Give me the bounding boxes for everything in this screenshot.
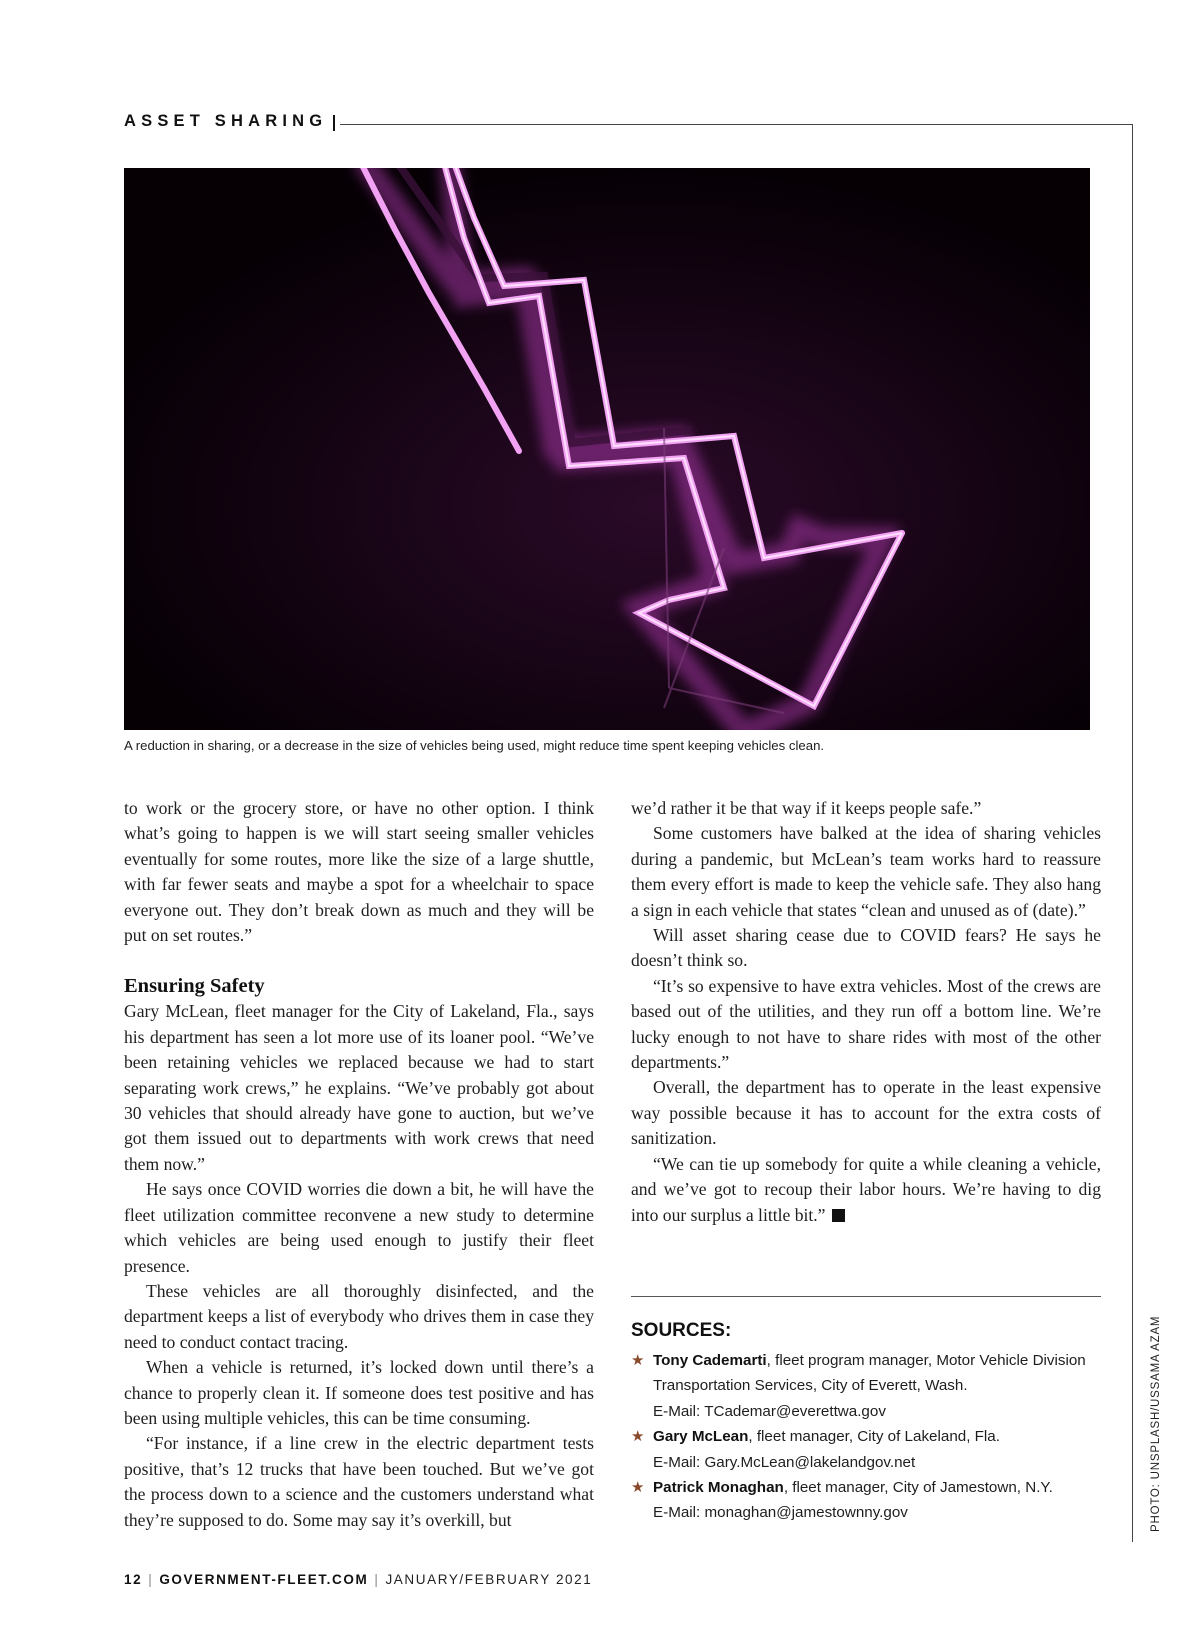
- paragraph: we’d rather it be that way if it keeps people safe.”: [631, 798, 982, 818]
- closing-paragraph: [631, 1152, 1101, 1228]
- article-column-left: [124, 796, 594, 1533]
- article-photo: [124, 168, 1090, 730]
- star-icon: ★: [631, 1428, 645, 1446]
- paragraph: Overall, the department has to operate in the least expensive way possible because it has to account for the extra costs of sanitization.: [631, 1077, 1101, 1149]
- source-email: E-Mail: TCademar@everettwa.gov: [653, 1402, 886, 1420]
- source-name: Gary McLean: [653, 1428, 749, 1446]
- source-email: E-Mail: Gary.McLean@lakelandgov.net: [653, 1453, 916, 1471]
- footer-separator: |: [374, 1572, 380, 1587]
- subheading: Ensuring Safety: [124, 975, 265, 998]
- heading-rule: [340, 124, 1133, 125]
- frame-rule: [1132, 124, 1133, 1542]
- source-role: , fleet manager, City of Lakeland, Fla.: [748, 1428, 1000, 1446]
- article-column-right: [631, 796, 1101, 1228]
- photo-caption: A reduction in sharing, or a decrease in the size of vehicles being used, might reduce time spent keeping vehicles clean.: [124, 738, 825, 753]
- paragraph: When a vehicle is returned, it’s locked down until there’s a chance to properly clean it. If someone does test positive and has been using multiple vehicles, this can be time consuming.: [124, 1357, 594, 1428]
- paragraph: Gary McLean, fleet manager for the City of Lakeland, Fla., says his department has seen a lot more use of its loaner pool. “We’ve been retaining vehicles we replaced because we had to start separating work crews,” he explains. “We’ve probably got about 30 vehicles that should already have gone to auction, but we’ve got them issued out to departments with work crews that need them now.”: [124, 1001, 594, 1174]
- closing-text: “We can tie up somebody for quite a while cleaning a vehicle, and we’ve got to recoup their labor hours. We’re having to dig into our surplus a little bit.”: [631, 1153, 1101, 1225]
- photo-credit: PHOTO: UNSPLASH/USSAMA AZAM: [1150, 1315, 1162, 1532]
- source-item: [631, 1424, 1101, 1475]
- sources-title: SOURCES:: [631, 1320, 732, 1341]
- paragraph: Will asset sharing cease due to COVID fears? He says he doesn’t think so.: [631, 925, 1101, 971]
- paragraph: Some customers have balked at the idea of sharing vehicles during a pandemic, but McLean’s team works hard to reassure them every effort is made to keep the vehicle safe. They also hang a sign in each vehicle that states “clean and unused as of (date).”: [631, 823, 1101, 920]
- source-item: [631, 1475, 1101, 1526]
- sources-box: [631, 1320, 1101, 1526]
- source-role: , fleet program manager, Motor Vehicle Division Transportation Services, City of Everett, Wash.: [653, 1352, 1086, 1395]
- source-role: , fleet manager, City of Jamestown, N.Y.: [783, 1479, 1053, 1497]
- neon-down-arrow-icon: [124, 168, 1090, 730]
- paragraph: He says once COVID worries die down a bit, he will have the fleet utilization committee reconvene a new study to determine which vehicles are being used enough to justify their fleet presence.: [124, 1179, 594, 1276]
- paragraph: These vehicles are all thoroughly disinfected, and the department keeps a list of everybody who drives them in case they need to conduct contact tracing.: [124, 1280, 594, 1352]
- heading-tick: [333, 115, 335, 131]
- sources-divider: [631, 1296, 1101, 1297]
- star-icon: ★: [631, 1352, 645, 1369]
- issue-date: JANUARY/FEBRUARY 2021: [385, 1572, 593, 1587]
- footer-separator: |: [148, 1572, 154, 1587]
- paragraph: “For instance, if a line crew in the electric department tests positive, that’s 12 trucks that have been touched. But we’ve got the process down to a science and the customers understand what they’re supposed to do. Some may say it’s overkill, but: [124, 1433, 594, 1530]
- paragraph: to work or the grocery store, or have no other option. I think what’s going to happen is we will start seeing smaller vehicles eventually for some routes, more like the size of a large shuttle, with far fewer seats and maybe a spot for a wheelchair to space everyone out. They don’t break down as much and they will be put on set routes.”: [124, 798, 594, 946]
- section-heading: ASSET SHARING: [124, 112, 328, 130]
- source-email: E-Mail: monaghan@jamestownny.gov: [653, 1504, 908, 1522]
- source-item: [631, 1348, 1101, 1424]
- site-name: GOVERNMENT-FLEET.COM: [159, 1572, 369, 1587]
- paragraph: “It’s so expensive to have extra vehicles. Most of the crews are based out of the utilities, and they run off a bottom line. We’re lucky enough to not have to share rides with most of the other departments.”: [631, 975, 1101, 1073]
- star-icon: ★: [631, 1479, 645, 1497]
- source-name: Patrick Monaghan: [653, 1479, 784, 1497]
- page-footer: [124, 1572, 592, 1587]
- end-mark-icon: [832, 1209, 845, 1222]
- page-number: 12: [124, 1572, 143, 1587]
- source-name: Tony Cademarti: [653, 1352, 767, 1369]
